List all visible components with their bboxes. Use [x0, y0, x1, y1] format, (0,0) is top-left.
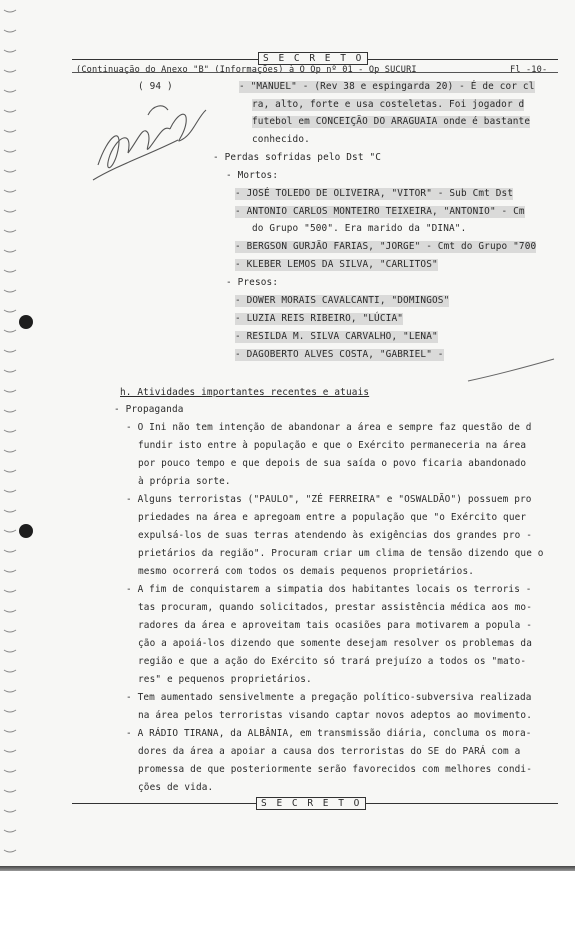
paragraph-line: - O Ini não tem intenção de abandonar a área e sempre faz questão de d [126, 422, 532, 433]
text-line: do Grupo "500". Era marido da "DINA". [252, 223, 467, 234]
paragraph-line: fundir isto entre à população e que o Exército permaneceria na área [138, 440, 527, 451]
pen-stroke [466, 355, 556, 385]
text-line: - Presos: [226, 277, 279, 288]
paragraph-line: por pouco tempo e que depois de sua saída o povo ficaria abandonado [138, 458, 527, 469]
text-line: - Perdas sofridas pelo Dst "C [213, 152, 382, 163]
text-line: - BERGSON GURJÃO FARIAS, "JORGE" - Cmt do Grupo "700 [235, 241, 537, 252]
paragraph-line: na área pelos terroristas visando captar novos adeptos ao movimento. [138, 710, 533, 721]
paragraph-line: - Alguns terroristas ("PAULO", "ZÉ FERREIRA" e "OSWALDÃO") possuem pro [126, 494, 532, 505]
paragraph-line: res" e pequenos proprietários. [138, 674, 312, 685]
text-line: ra, alto, forte e usa costeletas. Foi jogador d [252, 99, 525, 110]
paragraph-line: ções de vida. [138, 782, 214, 793]
paragraph-line: ção a apoiá-los dizendo que somente desejam resolver os problemas da [138, 638, 533, 649]
classification-stamp-bottom: S E C R E T O [256, 797, 366, 810]
text-line: conhecido. [252, 134, 310, 145]
text-line: - Mortos: [226, 170, 279, 181]
paragraph-line: - A RÁDIO TIRANA, da ALBÂNIA, em transmissão diária, concluma os mora- [126, 728, 532, 739]
paragraph-line: promessa de que posteriormente serão favorecidos com melhores condi- [138, 764, 533, 775]
punch-hole-bottom [19, 524, 33, 538]
paragraph-line: região e que a ação do Exército só trará prejuízo a todos os "mato- [138, 656, 527, 667]
paragraph-line: expulsá-los de suas terras atendendo às exigências dos grandes pro - [138, 530, 533, 541]
page-bottom-edge [0, 866, 575, 871]
text-line: - "MANUEL" - (Rev 38 e espingarda 20) - É de cor cl [239, 81, 535, 92]
paragraph-line: dores da área a apoiar a causa dos terroristas do SE do PARÁ com a [138, 746, 521, 757]
paragraph-line: prietários da região". Procuram criar um clima de tensão dizendo que o [138, 548, 544, 559]
paragraph-line: mesmo ocorrerá com todos os demais pequenos proprietários. [138, 566, 475, 577]
handwritten-signature [88, 95, 228, 195]
text-line: - RESILDA M. SILVA CARVALHO, "LENA" [235, 331, 438, 342]
paragraph-line: priedades na área e apregoam entre a população que "o Exército quer [138, 512, 527, 523]
text-line: futebol em CONCEIÇÃO DO ARAGUAIA onde é bastante [252, 116, 531, 127]
text-line: - LUZIA REIS RIBEIRO, "LÚCIA" [235, 313, 404, 324]
spiral-binding-icon [0, 0, 22, 868]
punch-hole-top [19, 315, 33, 329]
paragraph-line: radores da área e aproveitam tais ocasiões para motivarem a popula - [138, 620, 533, 631]
subsection-heading: - Propaganda [114, 404, 184, 415]
header-reference: (Continuação do Anexo "B" (Informações) à O Op nº 01 - Op SUCURI [76, 65, 417, 75]
page-annotation: ( 94 ) [138, 81, 173, 92]
paragraph-line: tas procuram, quando solicitados, prestar assistência médica aos mo- [138, 602, 533, 613]
text-line: - DOWER MORAIS CAVALCANTI, "DOMINGOS" [235, 295, 450, 306]
text-line: - DAGOBERTO ALVES COSTA, "GABRIEL" - [235, 349, 444, 360]
text-line: - KLEBER LEMOS DA SILVA, "CARLITOS" [235, 259, 438, 270]
paragraph-line: - Tem aumentado sensivelmente a pregação político-subversiva realizada [126, 692, 532, 703]
text-line: - ANTONIO CARLOS MONTEIRO TEIXEIRA, "ANTONIO" - Cm [235, 206, 525, 217]
header-underline [72, 72, 558, 73]
page-number: Fl -10- [510, 65, 548, 75]
paragraph-line: - A fim de conquistarem a simpatia dos habitantes locais os terroris - [126, 584, 532, 595]
binding-edge [0, 0, 22, 868]
text-line: - JOSÉ TOLEDO DE OLIVEIRA, "VITOR" - Sub Cmt Dst [235, 188, 514, 199]
paragraph-line: à própria sorte. [138, 476, 231, 487]
section-heading: h. Atividades importantes recentes e atuais [120, 387, 370, 398]
classification-stamp-top: S E C R E T O [258, 52, 368, 65]
